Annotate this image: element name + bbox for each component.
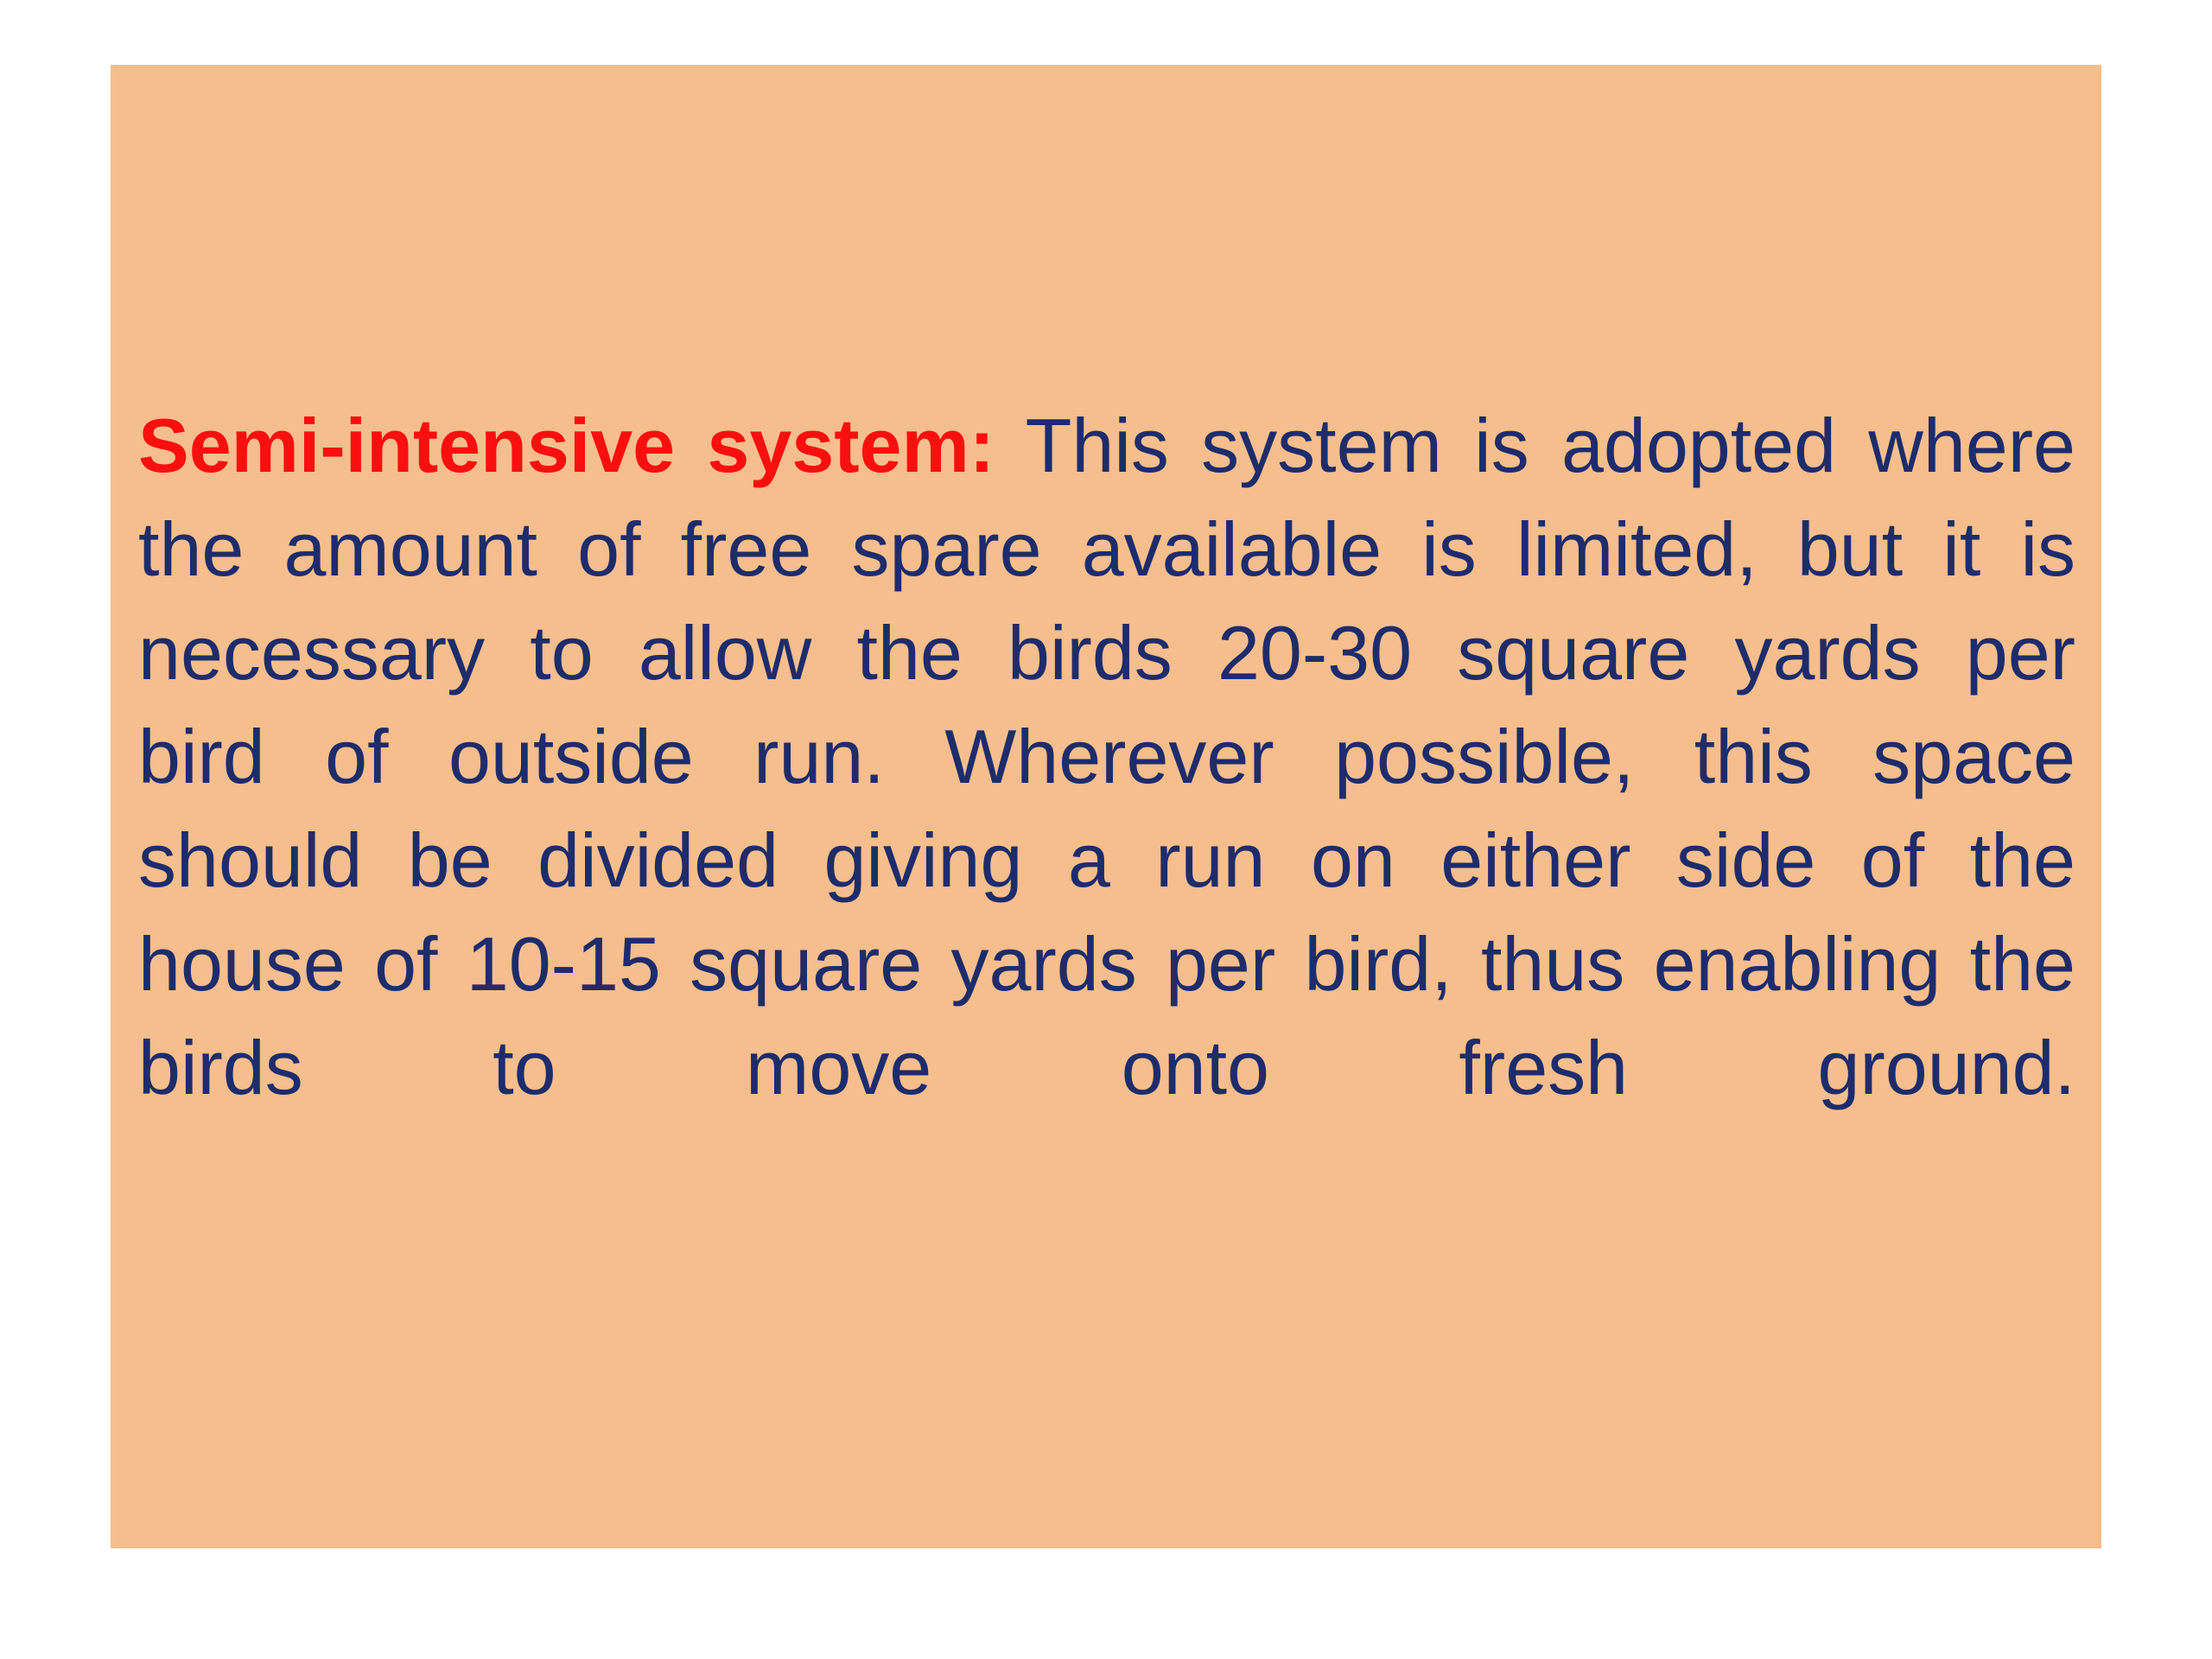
slide-panel: [111, 65, 2101, 1548]
paragraph-line-1: [138, 394, 2075, 498]
paragraph-line-2: the amount of free spare available is limited, but it is: [138, 506, 2075, 592]
paragraph-line-5: should be divided giving a run on either side of the: [138, 817, 2075, 903]
paragraph-line-7: birds to move onto fresh ground.: [138, 1025, 2075, 1110]
paragraph-line-1-text: This system is adopted where: [1025, 403, 2075, 488]
paragraph-line-4: bird of outside run. Wherever possible, this space: [138, 714, 2075, 799]
body-paragraph: [138, 394, 2075, 1120]
paragraph-line-3: necessary to allow the birds 20-30 square yards per: [138, 610, 2075, 696]
heading-semi-intensive-system: Semi-intensive system:: [138, 403, 995, 488]
paragraph-line-6: house of 10-15 square yards per bird, thus enabling the: [138, 921, 2075, 1007]
